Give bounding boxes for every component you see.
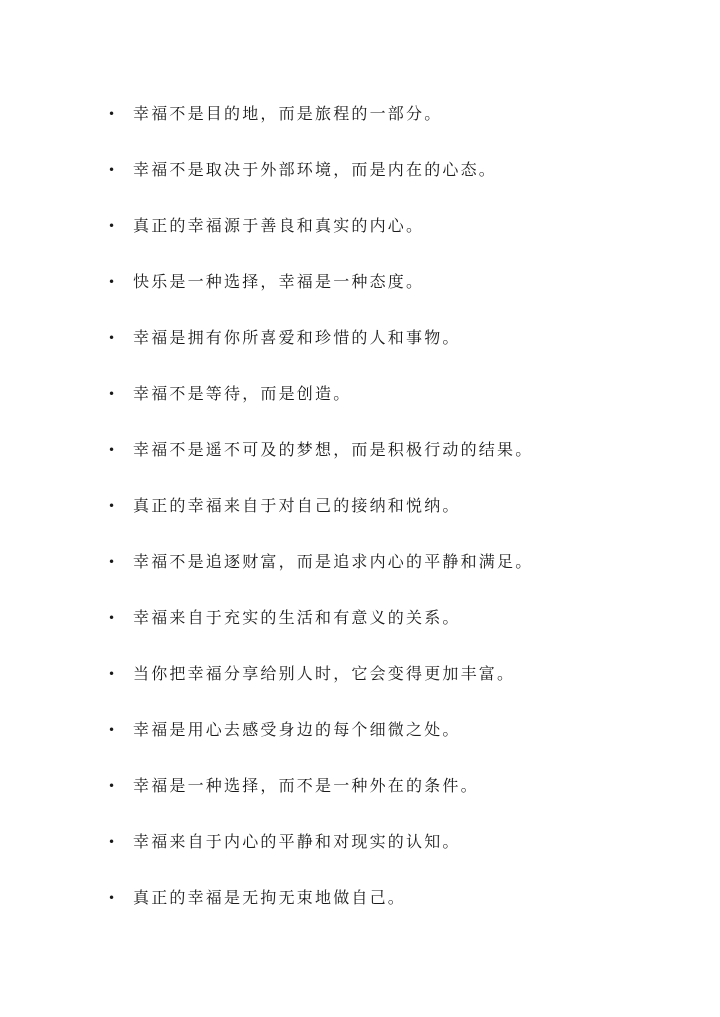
bullet-icon: • bbox=[108, 219, 116, 233]
bullet-icon: • bbox=[108, 611, 116, 625]
bullet-icon: • bbox=[108, 331, 116, 345]
bullet-icon: • bbox=[108, 667, 116, 681]
bullet-icon: • bbox=[108, 555, 116, 569]
quote-text: 幸福来自于充实的生活和有意义的关系。 bbox=[133, 608, 461, 627]
bullet-icon: • bbox=[108, 107, 116, 121]
bullet-icon: • bbox=[108, 275, 116, 289]
bullet-icon: • bbox=[108, 779, 116, 793]
list-item bbox=[108, 702, 668, 758]
quote-text: 幸福不是遥不可及的梦想，而是积极行动的结果。 bbox=[133, 440, 534, 459]
bullet-icon: • bbox=[108, 723, 116, 737]
quote-text: 真正的幸福是无拘无束地做自己。 bbox=[133, 888, 407, 907]
list-item bbox=[108, 478, 668, 534]
list-item bbox=[108, 870, 668, 926]
list-item bbox=[108, 534, 668, 590]
list-item bbox=[108, 198, 668, 254]
list-item bbox=[108, 254, 668, 310]
quote-text: 幸福不是目的地，而是旅程的一部分。 bbox=[133, 104, 443, 123]
quote-text: 幸福不是取决于外部环境，而是内在的心态。 bbox=[133, 160, 498, 179]
quote-text: 当你把幸福分享给别人时，它会变得更加丰富。 bbox=[133, 664, 516, 683]
quote-text: 真正的幸福来自于对自己的接纳和悦纳。 bbox=[133, 496, 461, 515]
list-item bbox=[108, 86, 668, 142]
quote-text: 幸福是一种选择，而不是一种外在的条件。 bbox=[133, 776, 479, 795]
quote-text: 幸福是拥有你所喜爱和珍惜的人和事物。 bbox=[133, 328, 461, 347]
bullet-icon: • bbox=[108, 387, 116, 401]
list-item bbox=[108, 142, 668, 198]
quote-text: 快乐是一种选择，幸福是一种态度。 bbox=[133, 272, 425, 291]
list-item bbox=[108, 814, 668, 870]
quote-text: 真正的幸福源于善良和真实的内心。 bbox=[133, 216, 425, 235]
quote-text: 幸福来自于内心的平静和对现实的认知。 bbox=[133, 832, 461, 851]
quote-list bbox=[108, 86, 668, 926]
bullet-icon: • bbox=[108, 163, 116, 177]
bullet-icon: • bbox=[108, 835, 116, 849]
bullet-icon: • bbox=[108, 891, 116, 905]
quote-text: 幸福是用心去感受身边的每个细微之处。 bbox=[133, 720, 461, 739]
list-item bbox=[108, 366, 668, 422]
quote-text: 幸福不是追逐财富，而是追求内心的平静和满足。 bbox=[133, 552, 534, 571]
list-item bbox=[108, 310, 668, 366]
quote-text: 幸福不是等待，而是创造。 bbox=[133, 384, 352, 403]
bullet-icon: • bbox=[108, 499, 116, 513]
list-item bbox=[108, 422, 668, 478]
list-item bbox=[108, 590, 668, 646]
bullet-icon: • bbox=[108, 443, 116, 457]
list-item bbox=[108, 758, 668, 814]
list-item bbox=[108, 646, 668, 702]
